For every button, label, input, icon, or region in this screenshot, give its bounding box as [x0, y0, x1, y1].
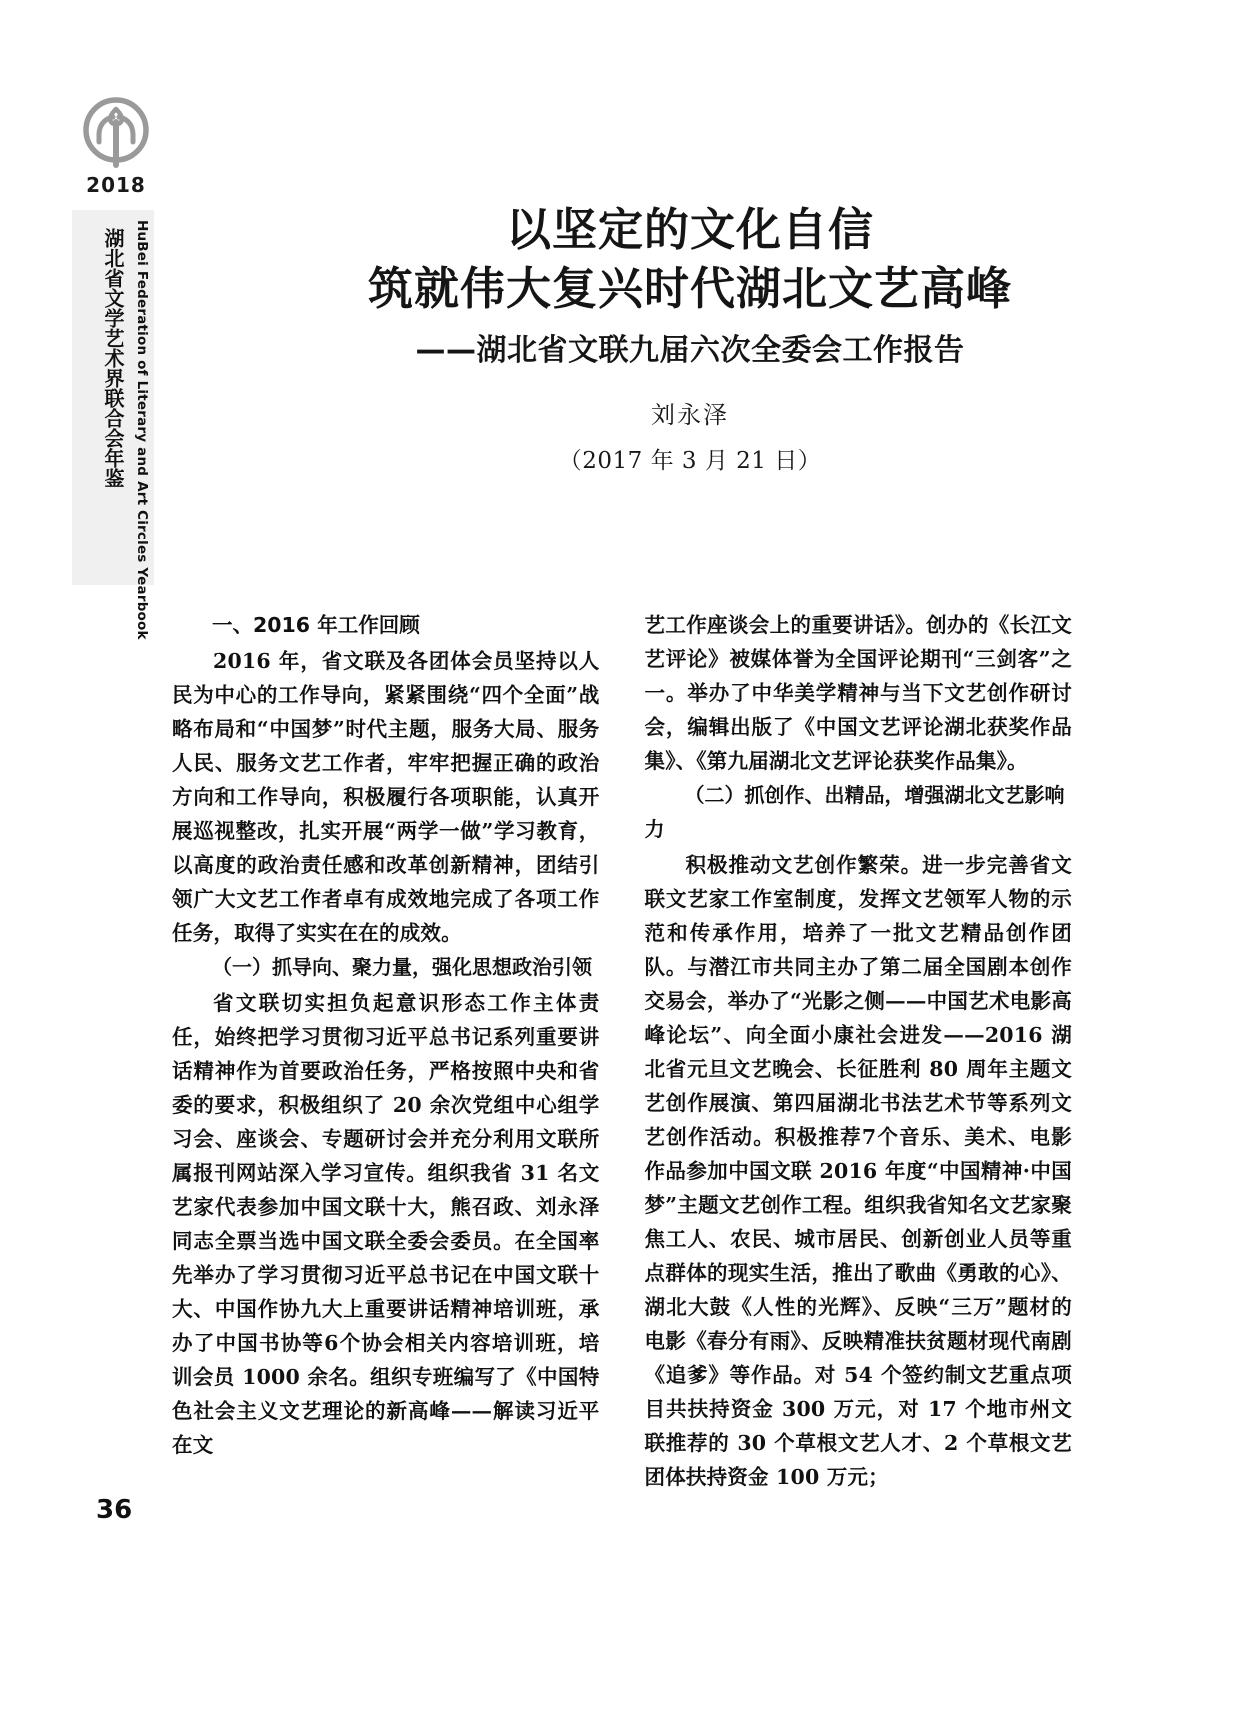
paragraph-continued: 艺工作座谈会上的重要讲话》。创办的《长江文艺评论》被媒体誉为全国评论期刊“三剑客”之一。举办了中华美学精神与当下文艺创作研讨会，编辑出版了《中国文艺评论湖北获奖作品集》、《第九届湖北文艺评论获奖作品集》。: [644, 613, 1072, 773]
emblem-year-label: 2018: [86, 173, 146, 197]
subsection-heading-one: （一）抓导向、聚力量，强化思想政治引领: [212, 955, 592, 979]
article-title-block: [190, 200, 1190, 475]
column-right: [644, 608, 1073, 1489]
sidebar-english-title: HuBei Federation of Literary and Art Circles Yearbook: [134, 220, 150, 640]
section-heading-one: 一、2016 年工作回顾: [212, 613, 420, 637]
paragraph: 积极推动文艺创作繁荣。进一步完善省文联文艺家工作室制度，发挥文艺领军人物的示范和传承作用，培养了一批文艺精品创作团队。与潜江市共同主办了第二届全国剧本创作交易会，举办了“光影之侧——中国艺术电影高峰论坛”、向全面小康社会进发——2016 湖北省元旦文艺晚会、长征胜利 80 周年主题文艺创作展演、第四届湖北书法艺术节等系列文艺创作活动。积极推荐7个音乐、美术、电影作品参加中国文联 2016 年度“中国精神·中国梦”主题文艺创作工程。组织我省知名文艺家聚焦工人、农民、城市居民、创新创业人员等重点群体的现实生活，推出了歌曲《勇敢的心》、湖北大鼓《人性的光辉》、反映“三万”题材的电影《春分有雨》、反映精准扶贫题材现代南剧《追爹》等作品。对 54 个签约制文艺重点项目共扶持资金 300 万元，对 17 个地市州文联推荐的 30 个草根文艺人才、2 个草根文艺团体扶持资金 100 万元；: [644, 853, 1072, 1489]
body-columns: [172, 608, 1072, 1489]
paragraph: 省文联切实担负起意识形态工作主体责任，始终把学习贯彻习近平总书记系列重要讲话精神作为首要政治任务，严格按照中央和省委的要求，积极组织了 20 余次党组中心组学习会、座谈会、专题研讨会并充分利用文联所属报刊网站深入学习宣传。组织我省 31 名文艺家代表参加中国文联十大，熊召政、刘永泽同志全票当选中国文联全委会委员。在全国率先举办了学习贯彻习近平总书记在中国文联十大、中国作协九大上重要讲话精神培训班，承办了中国书协等6个协会相关内容培训班，培训会员 1000 余名。组织专班编写了《中国特色社会主义文艺理论的新高峰——解读习近平在文: [172, 991, 600, 1457]
vertical-sidebar-band: [72, 210, 154, 640]
article-author: 刘永泽: [651, 400, 729, 429]
page-subtitle: ——湖北省文联九届六次全委会工作报告: [415, 332, 965, 368]
page-title-line-2: 筑就伟大复兴时代湖北文艺高峰: [367, 262, 1012, 316]
column-left: [172, 608, 600, 1457]
publication-emblem: [68, 95, 164, 197]
article-date: （2017 年 3 月 21 日）: [558, 447, 822, 474]
hubei-federation-emblem-icon: [79, 95, 153, 169]
page-title-line-1: 以坚定的文化自信: [505, 203, 874, 256]
paragraph: 2016 年，省文联及各团体会员坚持以人民为中心的工作导向，紧紧围绕“四个全面”战略布局和“中国梦”时代主题，服务大局、服务人民、服务文艺工作者，牢牢把握正确的政治方向和工作导向，积极履行各项职能，认真开展巡视整改，扎实开展“两学一做”学习教育，以高度的政治责任感和改革创新精神，团结引领广大文艺工作者卓有成效地完成了各项工作任务，取得了实实在在的成效。: [172, 649, 600, 945]
sidebar-chinese-title: 湖北省文学艺术界联合会年鉴: [101, 228, 125, 488]
subsection-heading-two: （二）抓创作、出精品，增强湖北文艺影响力: [644, 783, 1065, 841]
page-number: 36: [96, 1495, 133, 1525]
